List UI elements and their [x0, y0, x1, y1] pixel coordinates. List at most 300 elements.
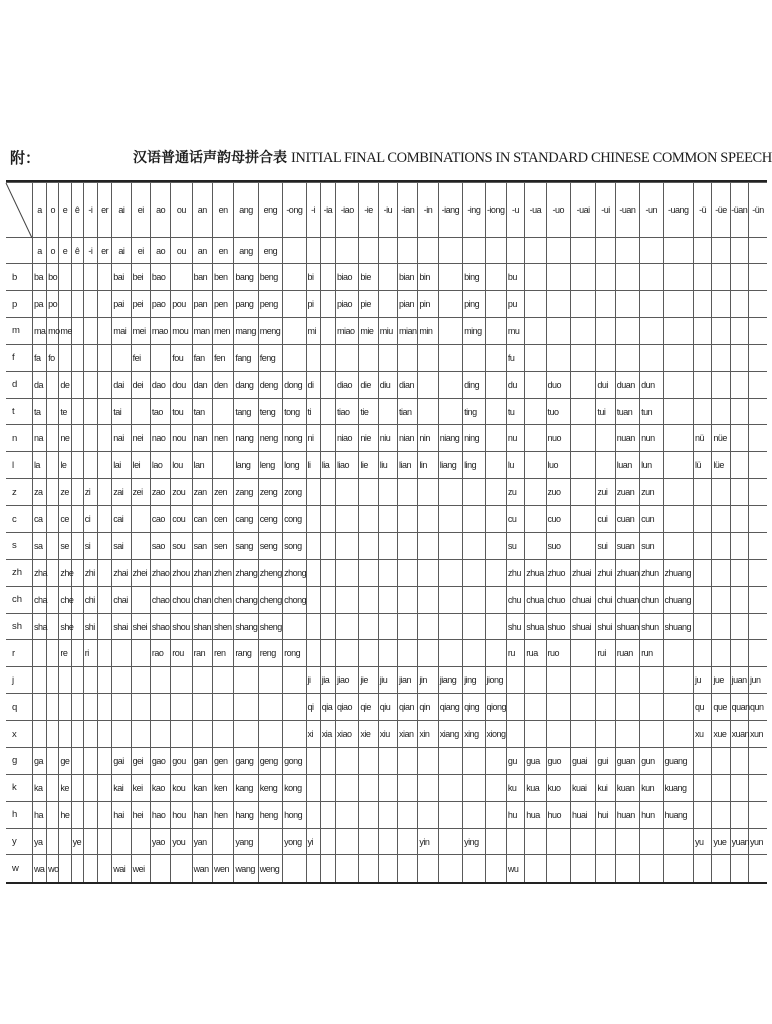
syllable-cell: guo	[546, 747, 570, 774]
syllable-cell: yi	[306, 828, 320, 855]
syllable-cell: tai	[112, 398, 131, 425]
syllable-cell	[615, 694, 639, 721]
syllable-cell	[438, 828, 462, 855]
syllable-cell: huan	[615, 801, 639, 828]
syllable-cell	[378, 238, 397, 264]
syllable-cell	[47, 532, 59, 559]
syllable-cell	[570, 532, 595, 559]
syllable-cell	[748, 801, 767, 828]
syllable-cell	[748, 425, 767, 452]
syllable-cell	[596, 452, 615, 479]
syllable-cell	[748, 774, 767, 801]
syllable-cell: bei	[131, 264, 150, 291]
syllable-cell	[712, 586, 730, 613]
syllable-cell	[730, 640, 748, 667]
syllable-cell: gei	[131, 747, 150, 774]
syllable-cell	[283, 317, 306, 344]
syllable-cell: cuan	[615, 506, 639, 533]
syllable-cell	[336, 640, 359, 667]
syllable-cell: hou	[171, 801, 192, 828]
syllable-cell	[418, 774, 438, 801]
syllable-cell	[570, 371, 595, 398]
syllable-cell	[485, 344, 506, 371]
syllable-cell	[418, 640, 438, 667]
syllable-cell	[546, 694, 570, 721]
syllable-cell	[359, 586, 378, 613]
syllable-cell: na	[32, 425, 46, 452]
syllable-cell	[320, 613, 335, 640]
syllable-cell	[320, 479, 335, 506]
syllable-cell	[98, 640, 112, 667]
syllable-cell	[463, 559, 485, 586]
syllable-cell: sheng	[258, 613, 282, 640]
syllable-cell: bie	[359, 264, 378, 291]
syllable-cell	[438, 398, 462, 425]
syllable-cell	[59, 291, 71, 318]
syllable-cell: gong	[283, 747, 306, 774]
syllable-cell	[320, 774, 335, 801]
syllable-cell	[730, 855, 748, 882]
syllable-cell	[47, 425, 59, 452]
syllable-cell	[525, 291, 546, 318]
syllable-cell: lü	[694, 452, 712, 479]
syllable-cell: ga	[32, 747, 46, 774]
syllable-cell	[570, 238, 595, 264]
syllable-cell	[83, 425, 97, 452]
initial-cell: n	[6, 425, 32, 452]
syllable-cell: qun	[748, 694, 767, 721]
syllable-cell: hen	[212, 801, 233, 828]
syllable-cell	[359, 532, 378, 559]
syllable-cell: qing	[463, 694, 485, 721]
final-header: -ui	[596, 183, 615, 238]
syllable-cell: pi	[306, 291, 320, 318]
initial-cell: f	[6, 344, 32, 371]
syllable-cell	[712, 506, 730, 533]
syllable-cell: zhuai	[570, 559, 595, 586]
final-header: a	[32, 183, 46, 238]
syllable-cell	[398, 344, 418, 371]
final-header: -ian	[398, 183, 418, 238]
syllable-cell: xiang	[438, 721, 462, 748]
syllable-cell: duo	[546, 371, 570, 398]
syllable-cell	[525, 855, 546, 882]
syllable-cell	[398, 747, 418, 774]
syllable-cell: long	[283, 452, 306, 479]
syllable-cell	[131, 506, 150, 533]
syllable-cell	[596, 855, 615, 882]
final-header: an	[192, 183, 212, 238]
syllable-cell	[730, 264, 748, 291]
syllable-cell: han	[192, 801, 212, 828]
syllable-cell	[258, 694, 282, 721]
syllable-cell	[283, 613, 306, 640]
syllable-cell: zhun	[640, 559, 663, 586]
syllable-cell	[71, 721, 83, 748]
syllable-cell	[150, 667, 170, 694]
syllable-cell: zhuo	[546, 559, 570, 586]
syllable-cell	[525, 694, 546, 721]
final-header: -u	[506, 183, 524, 238]
syllable-cell: ke	[59, 774, 71, 801]
syllable-cell	[192, 721, 212, 748]
syllable-cell: sen	[212, 532, 233, 559]
syllable-cell: zhuan	[615, 559, 639, 586]
syllable-cell: chou	[171, 586, 192, 613]
syllable-cell: zhan	[192, 559, 212, 586]
syllable-cell	[712, 398, 730, 425]
syllable-cell: rou	[171, 640, 192, 667]
syllable-cell	[398, 506, 418, 533]
syllable-cell: cheng	[258, 586, 282, 613]
syllable-cell: ying	[463, 828, 485, 855]
syllable-cell	[112, 694, 131, 721]
syllable-cell	[378, 640, 397, 667]
syllable-cell	[485, 559, 506, 586]
syllable-cell	[336, 238, 359, 264]
syllable-cell	[506, 238, 524, 264]
syllable-cell	[112, 828, 131, 855]
syllable-cell	[47, 398, 59, 425]
syllable-cell	[234, 667, 258, 694]
initial-row	[6, 828, 767, 855]
syllable-cell: za	[32, 479, 46, 506]
syllable-cell: ca	[32, 506, 46, 533]
syllable-cell: cang	[234, 506, 258, 533]
syllable-cell	[438, 855, 462, 882]
syllable-cell: zhui	[596, 559, 615, 586]
syllable-cell	[418, 586, 438, 613]
syllable-cell	[306, 855, 320, 882]
syllable-cell	[694, 317, 712, 344]
syllable-cell: zun	[640, 479, 663, 506]
syllable-cell	[748, 371, 767, 398]
syllable-cell	[485, 291, 506, 318]
syllable-cell	[378, 398, 397, 425]
syllable-cell: chi	[83, 586, 97, 613]
syllable-cell	[438, 747, 462, 774]
syllable-cell	[485, 398, 506, 425]
syllable-cell	[306, 774, 320, 801]
syllable-cell	[640, 344, 663, 371]
syllable-cell	[525, 344, 546, 371]
syllable-cell: cuo	[546, 506, 570, 533]
syllable-cell	[596, 694, 615, 721]
syllable-cell	[663, 264, 694, 291]
syllable-cell	[748, 640, 767, 667]
syllable-cell: niu	[378, 425, 397, 452]
syllable-cell: kan	[192, 774, 212, 801]
syllable-cell	[283, 264, 306, 291]
syllable-cell	[306, 238, 320, 264]
syllable-cell	[47, 640, 59, 667]
syllable-cell: fa	[32, 344, 46, 371]
syllable-cell: de	[59, 371, 71, 398]
syllable-cell: guang	[663, 747, 694, 774]
syllable-cell	[192, 694, 212, 721]
syllable-cell: sou	[171, 532, 192, 559]
syllable-cell: miao	[336, 317, 359, 344]
syllable-cell	[663, 855, 694, 882]
syllable-cell	[378, 774, 397, 801]
syllable-cell	[98, 506, 112, 533]
syllable-cell	[525, 238, 546, 264]
syllable-cell: wen	[212, 855, 233, 882]
syllable-cell	[694, 238, 712, 264]
syllable-cell	[283, 291, 306, 318]
syllable-cell: kuan	[615, 774, 639, 801]
syllable-cell: fo	[47, 344, 59, 371]
syllable-cell	[546, 291, 570, 318]
syllable-cell	[98, 532, 112, 559]
syllable-cell: zen	[212, 479, 233, 506]
syllable-cell: la	[32, 452, 46, 479]
syllable-cell: deng	[258, 371, 282, 398]
syllable-cell: kui	[596, 774, 615, 801]
initial-cell: q	[6, 694, 32, 721]
syllable-cell	[663, 291, 694, 318]
syllable-cell	[32, 667, 46, 694]
final-header: -i	[306, 183, 320, 238]
syllable-cell: meng	[258, 317, 282, 344]
syllable-cell	[463, 532, 485, 559]
syllable-cell: kua	[525, 774, 546, 801]
syllable-cell	[730, 425, 748, 452]
syllable-cell	[748, 317, 767, 344]
syllable-cell	[485, 613, 506, 640]
syllable-cell: hang	[234, 801, 258, 828]
syllable-cell	[283, 694, 306, 721]
syllable-cell: shen	[212, 613, 233, 640]
syllable-cell	[234, 721, 258, 748]
syllable-cell: gua	[525, 747, 546, 774]
syllable-cell	[712, 613, 730, 640]
syllable-cell	[320, 855, 335, 882]
syllable-cell: dian	[398, 371, 418, 398]
syllable-cell	[398, 828, 418, 855]
syllable-cell: cai	[112, 506, 131, 533]
syllable-cell: niang	[438, 425, 462, 452]
syllable-cell	[506, 828, 524, 855]
syllable-cell	[98, 291, 112, 318]
syllable-cell: ban	[192, 264, 212, 291]
syllable-cell: hua	[525, 801, 546, 828]
initial-cell: c	[6, 506, 32, 533]
syllable-cell	[418, 532, 438, 559]
initial-row	[6, 452, 767, 479]
syllable-cell: e	[59, 238, 71, 264]
syllable-cell: lu	[506, 452, 524, 479]
syllable-cell: lüe	[712, 452, 730, 479]
syllable-cell	[570, 667, 595, 694]
syllable-cell	[212, 667, 233, 694]
syllable-cell	[546, 317, 570, 344]
syllable-cell	[98, 801, 112, 828]
syllable-cell: geng	[258, 747, 282, 774]
syllable-cell	[525, 371, 546, 398]
syllable-cell: cao	[150, 506, 170, 533]
syllable-cell: miu	[378, 317, 397, 344]
syllable-cell	[32, 721, 46, 748]
final-header: ei	[131, 183, 150, 238]
syllable-cell: lang	[234, 452, 258, 479]
syllable-cell	[398, 640, 418, 667]
syllable-cell: nen	[212, 425, 233, 452]
syllable-cell	[546, 667, 570, 694]
syllable-cell	[83, 801, 97, 828]
syllable-cell	[615, 344, 639, 371]
syllable-cell: chuan	[615, 586, 639, 613]
syllable-cell: qu	[694, 694, 712, 721]
syllable-cell: mu	[506, 317, 524, 344]
initial-row	[6, 801, 767, 828]
syllable-cell	[336, 479, 359, 506]
initial-cell: ch	[6, 586, 32, 613]
syllable-cell: xue	[712, 721, 730, 748]
syllable-cell: tui	[596, 398, 615, 425]
syllable-cell: zhao	[150, 559, 170, 586]
syllable-cell	[71, 747, 83, 774]
syllable-cell: cou	[171, 506, 192, 533]
syllable-cell: an	[192, 238, 212, 264]
syllable-cell	[663, 452, 694, 479]
syllable-cell: pou	[171, 291, 192, 318]
syllable-cell	[730, 371, 748, 398]
syllable-cell: ze	[59, 479, 71, 506]
syllable-cell: zuo	[546, 479, 570, 506]
syllable-cell: quan	[730, 694, 748, 721]
syllable-cell: a	[32, 238, 46, 264]
syllable-cell	[712, 317, 730, 344]
syllable-cell	[112, 640, 131, 667]
syllable-cell	[525, 398, 546, 425]
syllable-cell	[83, 371, 97, 398]
syllable-cell	[615, 721, 639, 748]
syllable-cell	[596, 425, 615, 452]
syllable-cell	[359, 613, 378, 640]
syllable-cell	[525, 667, 546, 694]
syllable-cell: yan	[192, 828, 212, 855]
initial-row	[6, 479, 767, 506]
syllable-cell: sui	[596, 532, 615, 559]
syllable-cell	[546, 721, 570, 748]
syllable-cell: seng	[258, 532, 282, 559]
syllable-cell	[748, 532, 767, 559]
syllable-cell: nü	[694, 425, 712, 452]
syllable-cell	[359, 559, 378, 586]
syllable-cell	[546, 344, 570, 371]
syllable-cell: lao	[150, 452, 170, 479]
syllable-cell: xu	[694, 721, 712, 748]
syllable-cell: ne	[59, 425, 71, 452]
syllable-cell	[320, 586, 335, 613]
syllable-cell	[748, 747, 767, 774]
syllable-cell: ren	[212, 640, 233, 667]
syllable-cell	[663, 532, 694, 559]
syllable-cell	[438, 559, 462, 586]
syllable-cell: ba	[32, 264, 46, 291]
syllable-cell	[694, 559, 712, 586]
syllable-cell	[485, 855, 506, 882]
syllable-cell	[306, 613, 320, 640]
syllable-cell	[71, 694, 83, 721]
syllable-cell: zei	[131, 479, 150, 506]
syllable-cell	[98, 452, 112, 479]
syllable-cell	[570, 317, 595, 344]
final-header: ang	[234, 183, 258, 238]
syllable-cell	[71, 371, 83, 398]
syllable-cell	[694, 855, 712, 882]
syllable-cell	[615, 317, 639, 344]
syllable-cell	[663, 479, 694, 506]
syllable-cell: -i	[83, 238, 97, 264]
syllable-cell	[506, 667, 524, 694]
syllable-cell	[730, 344, 748, 371]
syllable-cell	[615, 264, 639, 291]
syllable-cell: ni	[306, 425, 320, 452]
syllable-cell	[336, 559, 359, 586]
syllable-cell	[98, 586, 112, 613]
syllable-cell: bin	[418, 264, 438, 291]
syllable-cell	[320, 371, 335, 398]
syllable-cell: ang	[234, 238, 258, 264]
syllable-cell	[336, 532, 359, 559]
final-header: -in	[418, 183, 438, 238]
syllable-cell	[418, 506, 438, 533]
syllable-cell: huo	[546, 801, 570, 828]
syllable-cell	[283, 855, 306, 882]
syllable-cell: ya	[32, 828, 46, 855]
syllable-cell: qie	[359, 694, 378, 721]
syllable-cell	[463, 640, 485, 667]
syllable-cell	[570, 452, 595, 479]
syllable-cell	[418, 801, 438, 828]
syllable-cell	[485, 801, 506, 828]
syllable-cell	[418, 479, 438, 506]
syllable-cell: mai	[112, 317, 131, 344]
syllable-cell	[71, 667, 83, 694]
syllable-cell	[640, 238, 663, 264]
syllable-cell	[83, 264, 97, 291]
initial-row	[6, 747, 767, 774]
syllable-cell	[378, 559, 397, 586]
page-header	[10, 141, 772, 175]
syllable-cell	[320, 559, 335, 586]
syllable-cell	[570, 344, 595, 371]
syllable-cell: du	[506, 371, 524, 398]
syllable-cell	[663, 344, 694, 371]
syllable-cell: hao	[150, 801, 170, 828]
syllable-cell	[378, 747, 397, 774]
syllable-cell: bang	[234, 264, 258, 291]
corner-cell	[6, 183, 32, 238]
syllable-cell: xiao	[336, 721, 359, 748]
syllable-cell: shai	[112, 613, 131, 640]
syllable-cell	[212, 452, 233, 479]
syllable-cell: pie	[359, 291, 378, 318]
syllable-cell: qia	[320, 694, 335, 721]
initial-row	[6, 855, 767, 882]
syllable-cell	[663, 317, 694, 344]
syllable-cell	[306, 479, 320, 506]
syllable-cell	[71, 640, 83, 667]
syllable-cell: que	[712, 694, 730, 721]
syllable-cell: diu	[378, 371, 397, 398]
syllable-cell: ken	[212, 774, 233, 801]
initial-row	[6, 425, 767, 452]
syllable-cell: pa	[32, 291, 46, 318]
syllable-cell	[730, 747, 748, 774]
